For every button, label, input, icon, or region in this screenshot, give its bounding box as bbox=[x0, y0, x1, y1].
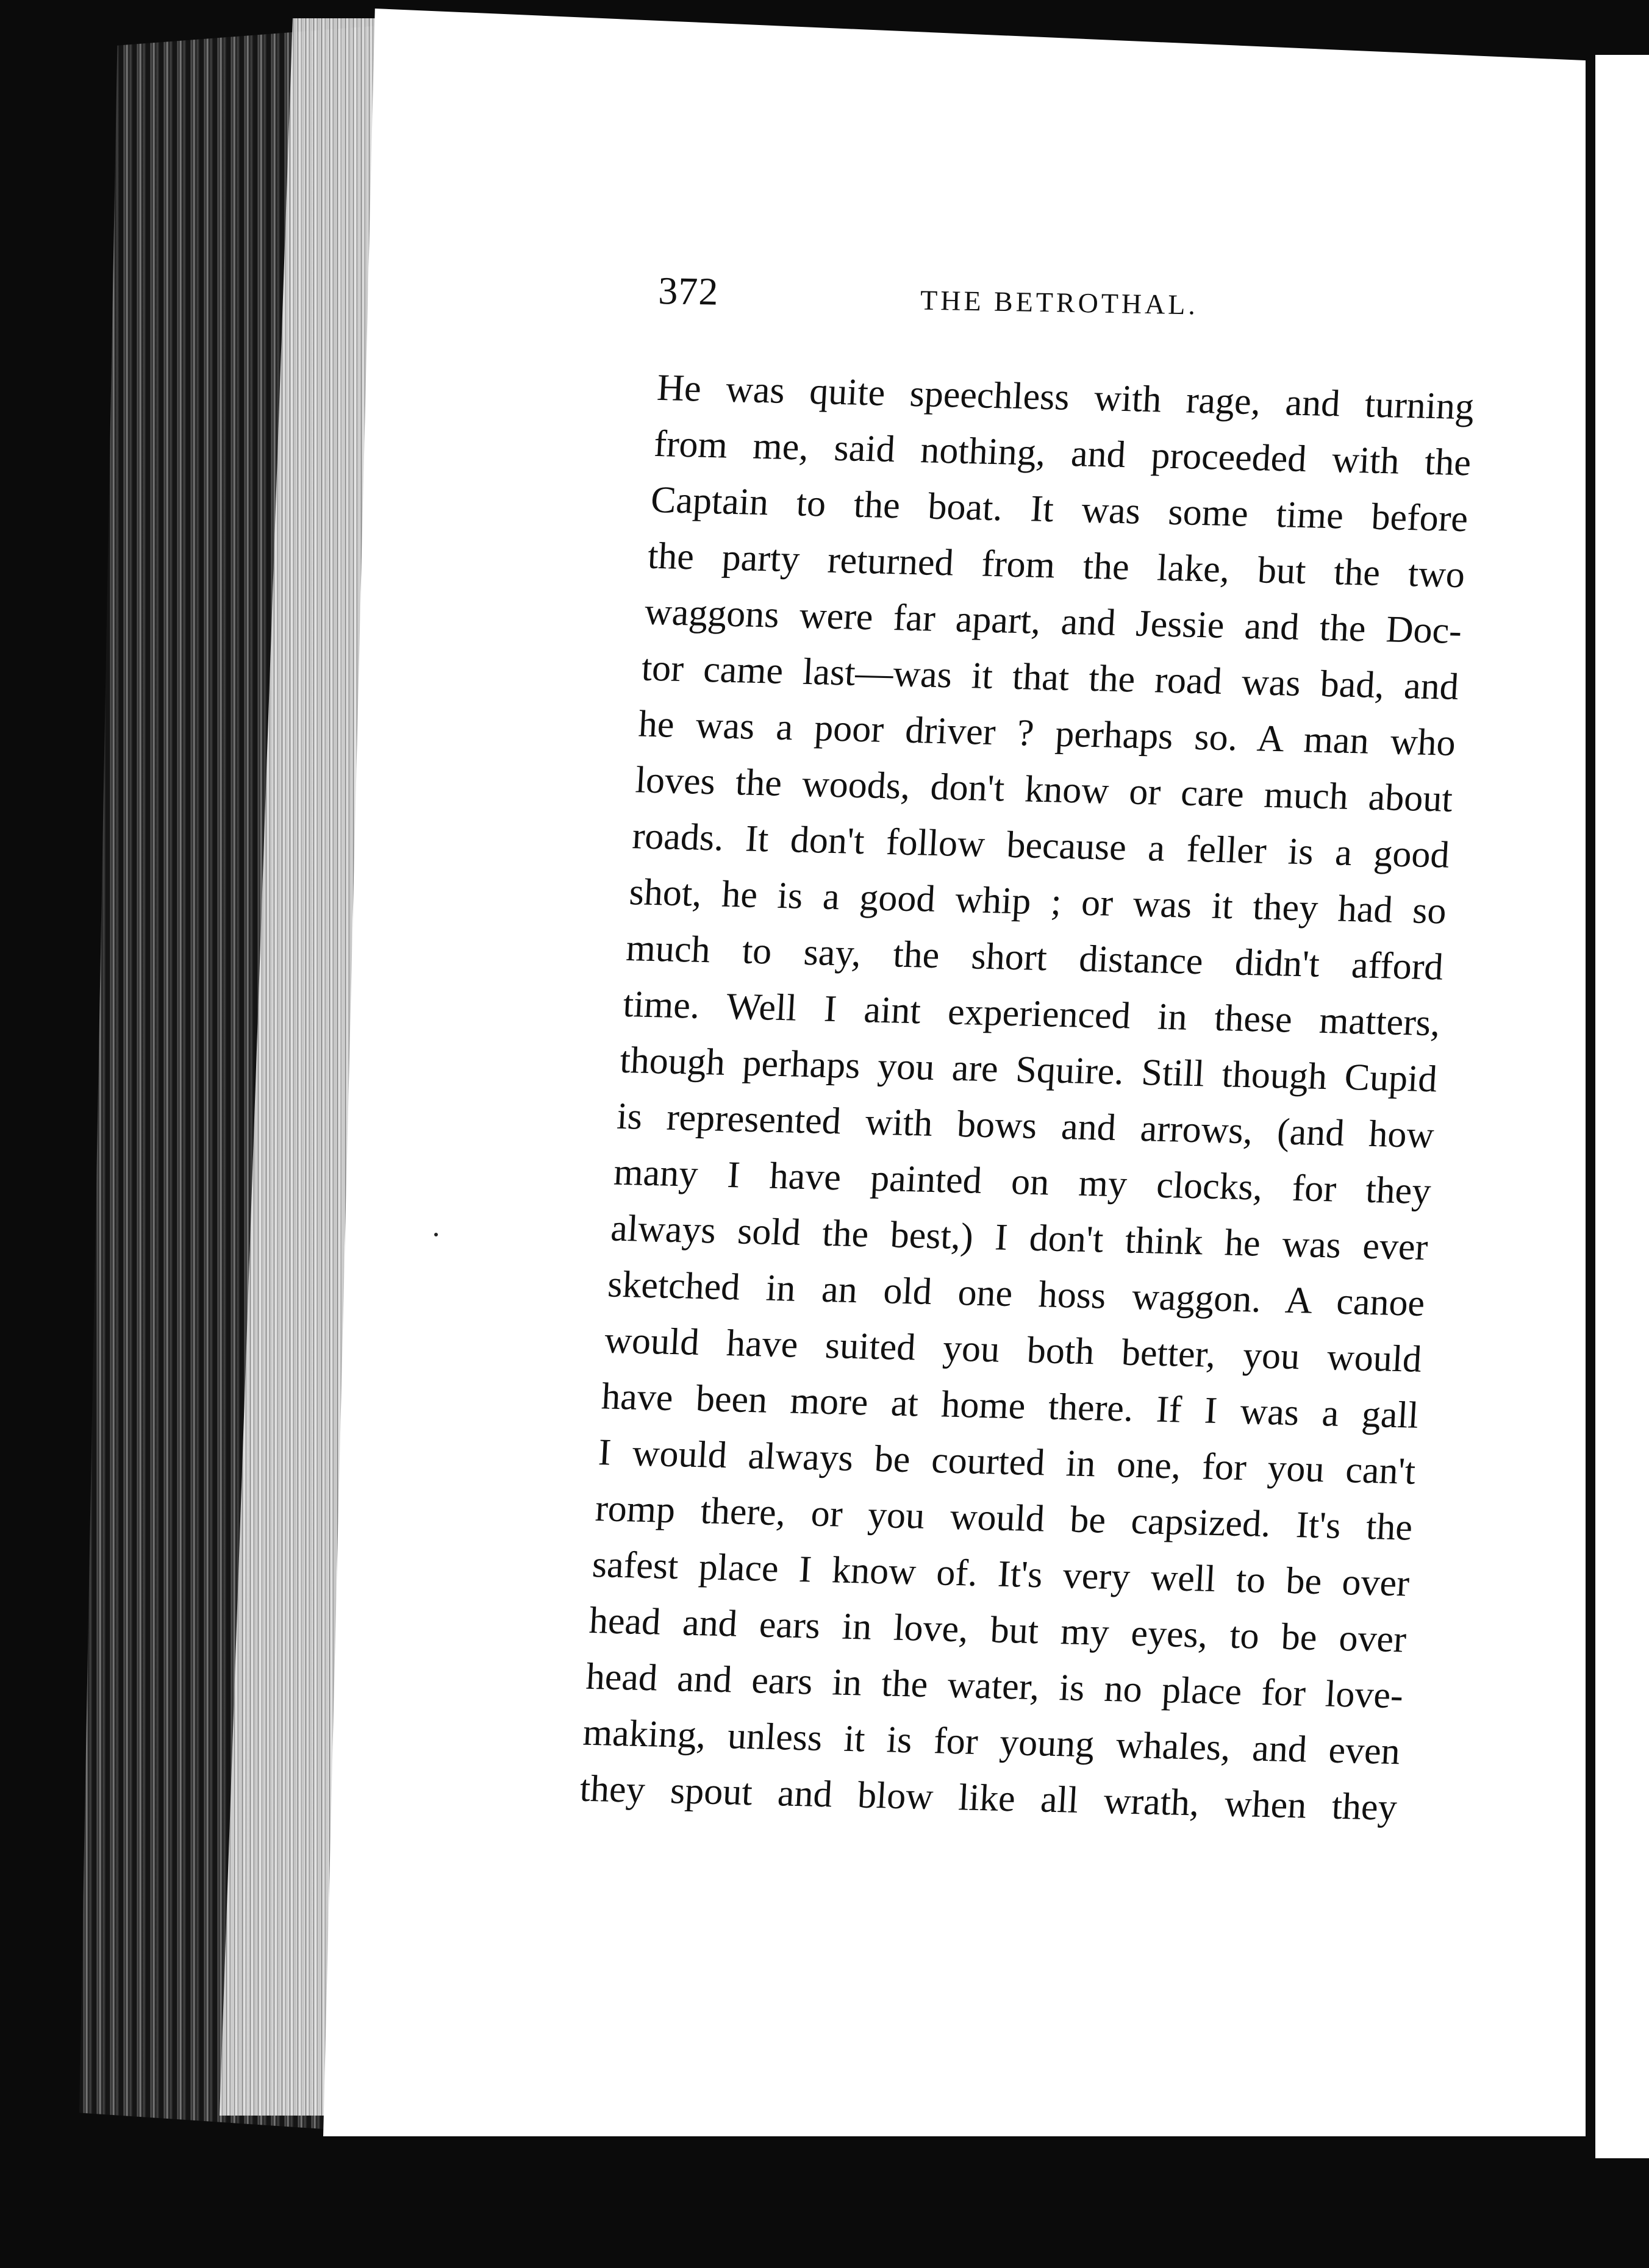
text-line: sketched in an old one hoss waggon. A canoe bbox=[606, 1263, 1426, 1324]
text-line: from me, said nothing, and proceeded with the bbox=[653, 423, 1472, 484]
text-line: though perhaps you are Squire. Still though Cupid bbox=[618, 1039, 1439, 1100]
text-line: they spout and blow like all wrath, when they bbox=[579, 1767, 1398, 1829]
page-number: 372 bbox=[657, 268, 719, 313]
text-line: much to say, the short distance didn't afford bbox=[625, 927, 1445, 988]
text-line: always sold the best,) I don't think he was ever bbox=[609, 1207, 1429, 1269]
text-line: making, unless it is for young whales, and even bbox=[582, 1711, 1401, 1773]
next-leaf-edge bbox=[1586, 55, 1649, 2158]
text-line: I would always be courted in one, for you can't bbox=[597, 1432, 1417, 1492]
text-line: safest place I know of. It's very well to be over bbox=[591, 1544, 1411, 1605]
text-line: He was quite speechless with rage, and turning bbox=[656, 366, 1475, 428]
text-line: loves the woods, don't know or care much about bbox=[634, 759, 1454, 820]
text-line: time. Well I aint experienced in these matters, bbox=[621, 983, 1442, 1044]
text-line: he was a poor driver ? perhaps so. A man who bbox=[637, 703, 1457, 764]
text-line: romp there, or you would be capsized. It's the bbox=[594, 1488, 1414, 1549]
text-line: shot, he is a good whip ; or was it they had so bbox=[628, 871, 1448, 932]
body-text bbox=[578, 360, 1475, 1836]
text-line: tor came last—was it that the road was bad, and bbox=[640, 647, 1460, 708]
text-line: would have suited you both better, you would bbox=[603, 1319, 1423, 1380]
running-head: THE BETROTHAL. bbox=[920, 284, 1199, 321]
text-line: have been more at home there. If I was a gall bbox=[600, 1375, 1420, 1436]
text-line: Captain to the boat. It was some time before bbox=[649, 479, 1469, 540]
text-line: roads. It don't follow because a feller is a good bbox=[631, 815, 1451, 876]
text-line: the party returned from the lake, but the two bbox=[646, 535, 1466, 596]
dust-speck bbox=[434, 1233, 438, 1236]
text-line: is represented with bows and arrows, (and how bbox=[615, 1095, 1436, 1157]
text-line: head and ears in the water, is no place for love- bbox=[585, 1655, 1404, 1717]
text-line: many I have painted on my clocks, for they bbox=[612, 1151, 1433, 1213]
text-line: waggons were far apart, and Jessie and the Doc- bbox=[643, 591, 1463, 652]
text-line: head and ears in love, but my eyes, to be over bbox=[588, 1599, 1408, 1661]
